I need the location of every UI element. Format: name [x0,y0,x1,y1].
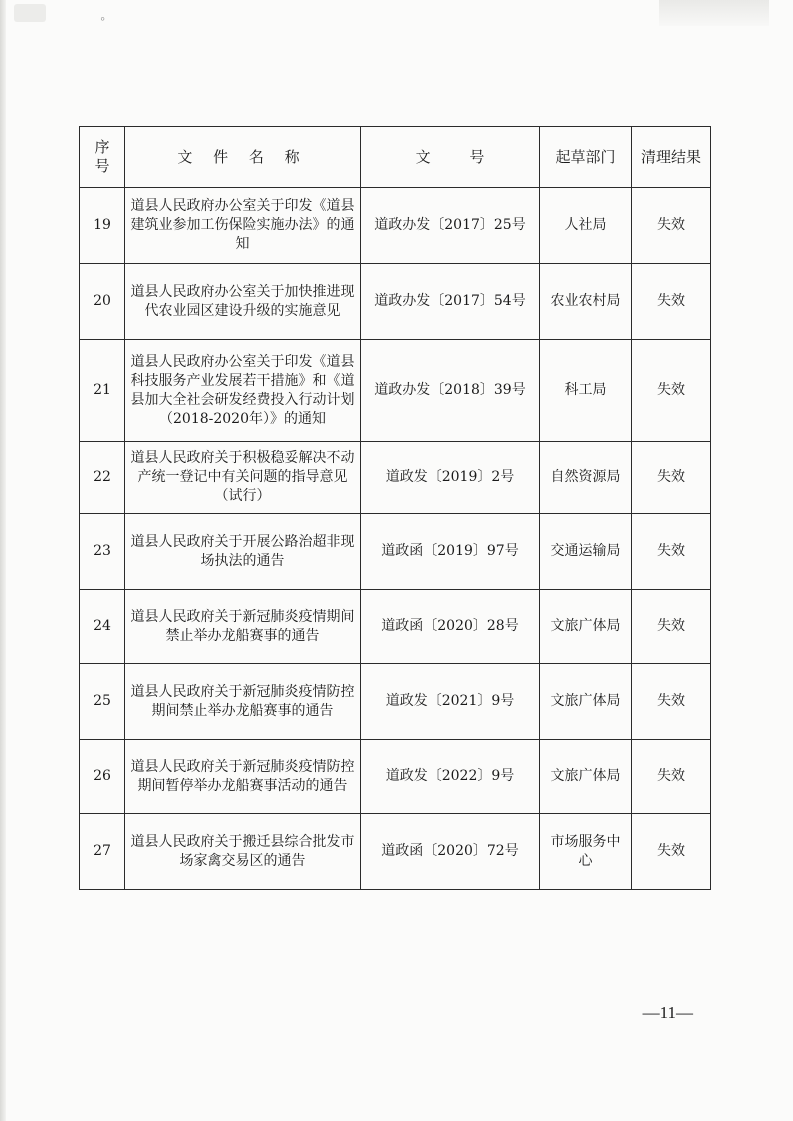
row-doc-no: 道政发〔2022〕9号 [361,740,540,814]
row-seq: 24 [80,590,125,664]
row-department: 文旅广体局 [540,664,632,740]
table-row [80,264,711,340]
row-result: 失效 [632,264,711,340]
header-seq-line2: 号 [94,157,110,175]
row-title: 道县人民政府关于新冠肺炎疫情期间禁止举办龙船赛事的通告 [125,590,361,664]
row-seq: 23 [80,514,125,590]
row-result: 失效 [632,340,711,442]
row-title: 道县人民政府关于积极稳妥解决不动产统一登记中有关问题的指导意见（试行） [125,442,361,514]
row-doc-no: 道政发〔2021〕9号 [361,664,540,740]
row-result: 失效 [632,814,711,890]
row-doc-no: 道政函〔2019〕97号 [361,514,540,590]
scan-mark [14,4,46,22]
row-result: 失效 [632,740,711,814]
table-row [80,340,711,442]
table-row [80,590,711,664]
row-doc-no: 道政发〔2019〕2号 [361,442,540,514]
row-department: 农业农村局 [540,264,632,340]
header-seq-line1: 序 [94,138,110,156]
row-seq: 25 [80,664,125,740]
row-department: 自然资源局 [540,442,632,514]
row-title: 道县人民政府关于搬迁县综合批发市场家禽交易区的通告 [125,814,361,890]
scan-speck: ⸰ [100,15,106,25]
row-title: 道县人民政府关于新冠肺炎疫情防控期间禁止举办龙船赛事的通告 [125,664,361,740]
scan-mark [659,0,769,26]
row-department: 人社局 [540,188,632,264]
row-title: 道县人民政府办公室关于加快推进现代农业园区建设升级的实施意见 [125,264,361,340]
row-seq: 26 [80,740,125,814]
row-department: 交通运输局 [540,514,632,590]
row-result: 失效 [632,590,711,664]
row-result: 失效 [632,442,711,514]
header-result: 清理结果 [632,127,711,188]
row-title: 道县人民政府办公室关于印发《道县科技服务产业发展若干措施》和《道县加大全社会研发经费投入行动计划（2018-2020年）》的通知 [125,340,361,442]
row-doc-no: 道政办发〔2017〕25号 [361,188,540,264]
row-seq: 19 [80,188,125,264]
table-row [80,442,711,514]
row-result: 失效 [632,188,711,264]
row-title: 道县人民政府关于开展公路治超非现场执法的通告 [125,514,361,590]
row-seq: 20 [80,264,125,340]
row-title: 道县人民政府关于新冠肺炎疫情防控期间暂停举办龙船赛事活动的通告 [125,740,361,814]
header-title: 文 件 名 称 [125,127,361,188]
row-doc-no: 道政办发〔2018〕39号 [361,340,540,442]
row-doc-no: 道政函〔2020〕72号 [361,814,540,890]
table-row [80,664,711,740]
row-department: 市场服务中心 [540,814,632,890]
row-result: 失效 [632,514,711,590]
table-row [80,514,711,590]
row-department: 科工局 [540,340,632,442]
header-department: 起草部门 [540,127,632,188]
header-seq [80,127,125,188]
page-number: —11— [642,1003,693,1022]
table-row [80,740,711,814]
row-department: 文旅广体局 [540,740,632,814]
table-row [80,188,711,264]
row-doc-no: 道政办发〔2017〕54号 [361,264,540,340]
header-doc-no: 文 号 [361,127,540,188]
row-doc-no: 道政函〔2020〕28号 [361,590,540,664]
table-row [80,814,711,890]
row-seq: 22 [80,442,125,514]
row-result: 失效 [632,664,711,740]
table-header-row [80,127,711,188]
row-seq: 21 [80,340,125,442]
row-seq: 27 [80,814,125,890]
row-title: 道县人民政府办公室关于印发《道县建筑业参加工伤保险实施办法》的通知 [125,188,361,264]
page-edge-shadow [0,0,6,1121]
row-department: 文旅广体局 [540,590,632,664]
document-table [79,126,711,890]
